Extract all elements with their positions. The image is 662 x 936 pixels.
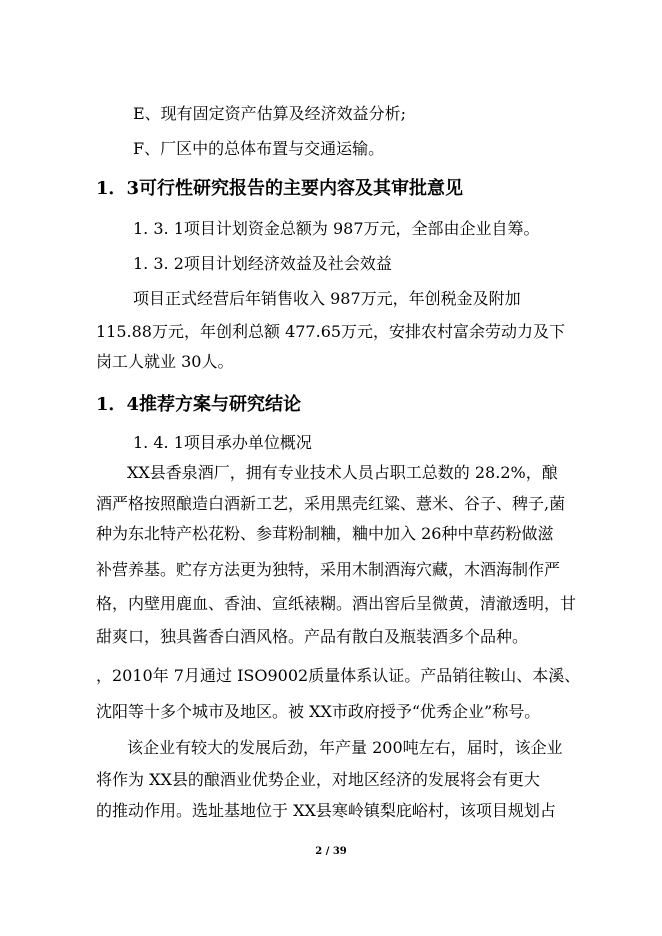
text-line: 1. 3. 2项目计划经济效益及社会效益	[133, 254, 392, 273]
text-line: 1. 4. 1项目承办单位概况	[133, 433, 312, 452]
text-line: 格，内壁用鹿血、香油、宣纸裱糊。酒出窖后呈微黄，清澈透明，甘	[96, 594, 577, 613]
section-heading: 1．4推荐方案与研究结论	[96, 394, 302, 415]
text-line: E、现有固定资产估算及经济效益分析;	[133, 104, 407, 123]
text-line: 沈阳等十多个城市及地区。被 XX市政府授予“优秀企业”称号。	[96, 702, 541, 721]
text-line: ，2010年 7月通过 ISO9002质量体系认证。产品销往鞍山、本溪、	[96, 666, 581, 685]
text-line: 项目正式经营后年销售收入 987万元，年创税金及附加	[133, 289, 521, 308]
text-line: 酒严格按照酿造白酒新工艺，采用黑壳红粱、薏米、谷子、稗子,菌	[96, 494, 566, 513]
text-line: 补营养基。贮存方法更为独特，采用木制酒海穴藏，木酒海制作严	[96, 560, 561, 579]
text-line: XX县香泉酒厂，拥有专业技术人员占职工总数的 28.2%，酿	[127, 463, 558, 482]
page-number: 2 / 39	[315, 846, 347, 857]
text-line: 岗工人就业 30人。	[96, 352, 234, 371]
text-line: 的推动作用。选址基地位于 XX县寒岭镇梨庇峪村，该项目规划占	[96, 801, 556, 820]
text-line: 种为东北特产松花粉、参茸粉制粬，粬中加入 26种中草药粉做滋	[96, 524, 554, 543]
text-line: 将作为 XX县的酿酒业优势企业，对地区经济的发展将会有更大	[96, 770, 540, 789]
text-line: 115.88万元，年创利总额 477.65万元，安排农村富余劳动力及下	[96, 322, 566, 341]
text-line: 甜爽口，独具酱香白酒风格。产品有散白及瓶装酒多个品种。	[96, 627, 529, 646]
text-line: 该企业有较大的发展后劲，年产量 200吨左右，届时，该企业	[127, 738, 563, 757]
text-line: F、厂区中的总体布置与交通运输。	[133, 139, 385, 158]
section-heading: 1．3可行性研究报告的主要内容及其审批意见	[96, 178, 464, 199]
text-line: 1. 3. 1项目计划资金总额为 987万元，全部由企业自筹。	[133, 219, 540, 238]
